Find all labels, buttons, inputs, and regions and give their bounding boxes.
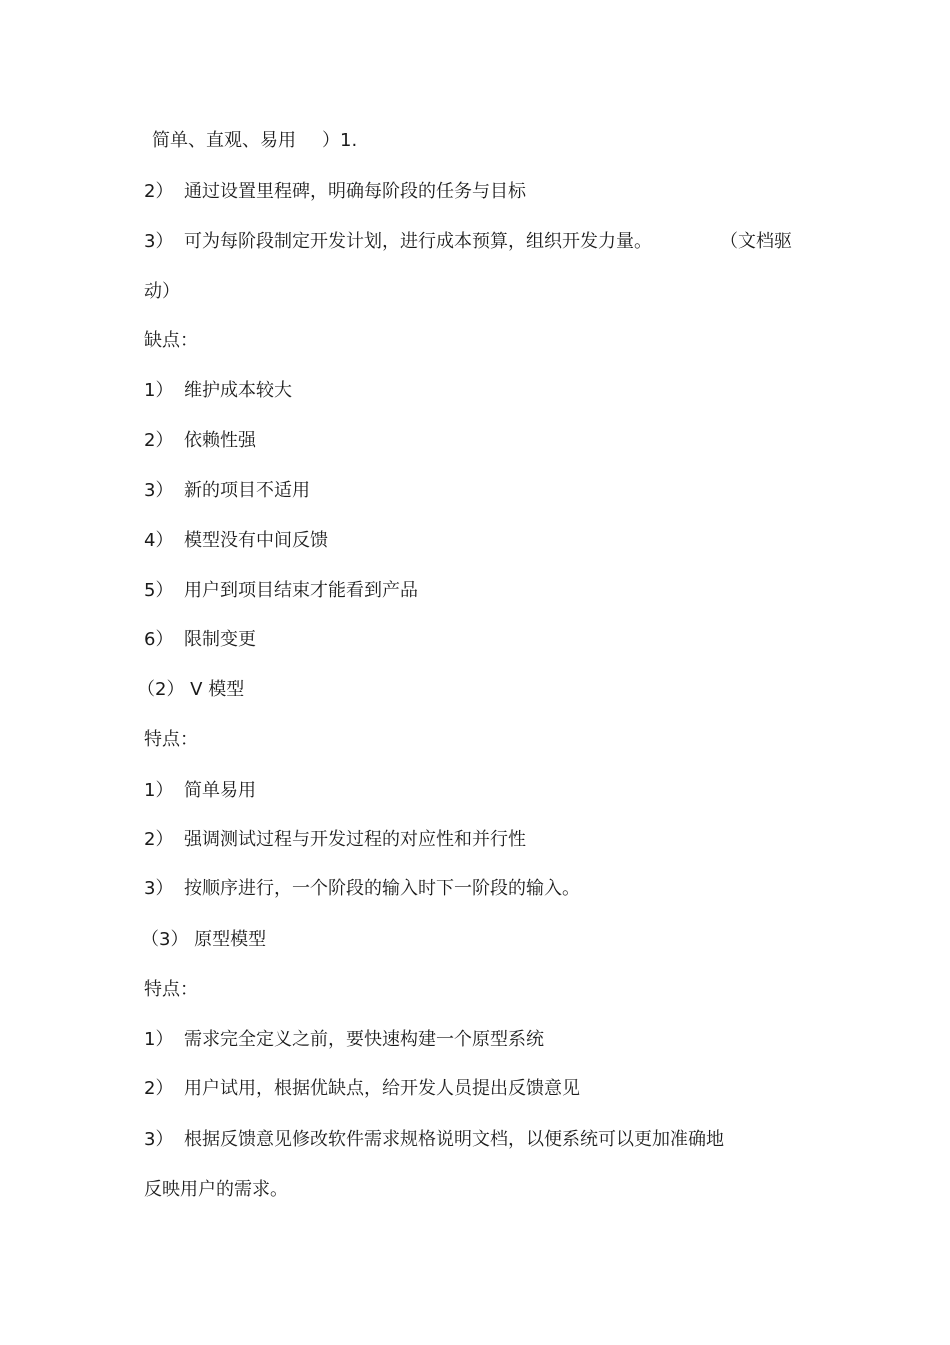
list-number: 2） xyxy=(144,829,174,850)
text-segment: （文档驱 xyxy=(720,231,792,252)
section-heading: （2） V 模型 xyxy=(137,679,245,700)
list-text: 依赖性强 xyxy=(184,430,256,451)
list-item xyxy=(144,1076,580,1102)
list-number: 1） xyxy=(144,780,174,801)
list-number: 1） xyxy=(144,1029,174,1050)
list-text: 需求完全定义之前，要快速构建一个原型系统 xyxy=(184,1029,544,1050)
list-text: 新的项目不适用 xyxy=(184,480,310,501)
text-line xyxy=(152,128,357,154)
text-line: 动） xyxy=(144,281,180,302)
list-number: 2） xyxy=(144,1078,174,1099)
list-number: 6） xyxy=(144,629,174,650)
list-item xyxy=(144,229,652,255)
list-text: 用户到项目结束才能看到产品 xyxy=(184,580,418,601)
list-number: 3） xyxy=(144,1129,174,1150)
section-heading: 缺点： xyxy=(144,330,198,351)
list-text: 可为每阶段制定开发计划，进行成本预算，组织开发力量。 xyxy=(184,231,652,252)
list-item xyxy=(144,778,256,804)
list-number: 3） xyxy=(144,878,174,899)
list-item xyxy=(144,1027,544,1053)
list-item xyxy=(144,528,328,554)
list-item xyxy=(144,1127,724,1153)
list-item xyxy=(144,876,580,902)
list-text: 强调测试过程与开发过程的对应性和并行性 xyxy=(184,829,526,850)
section-heading: 特点： xyxy=(144,729,198,750)
list-text: 通过设置里程碑，明确每阶段的任务与目标 xyxy=(184,181,526,202)
list-text: 维护成本较大 xyxy=(184,380,292,401)
section-heading: （3） 原型模型 xyxy=(141,929,267,950)
list-text: 模型没有中间反馈 xyxy=(184,530,328,551)
list-text: 限制变更 xyxy=(184,629,256,650)
list-text: 简单易用 xyxy=(184,780,256,801)
list-item xyxy=(144,827,526,853)
list-item xyxy=(144,627,256,653)
list-number: 3） xyxy=(144,231,174,252)
text-segment: ）1. xyxy=(322,130,358,151)
list-number: 3） xyxy=(144,480,174,501)
text-segment: 简单、直观、易用 xyxy=(152,130,296,151)
section-heading: 特点： xyxy=(144,979,198,1000)
list-text: 用户试用，根据优缺点，给开发人员提出反馈意见 xyxy=(184,1078,580,1099)
list-text: 按顺序进行，一个阶段的输入时下一阶段的输入。 xyxy=(184,878,580,899)
list-number: 2） xyxy=(144,181,174,202)
list-number: 1） xyxy=(144,380,174,401)
list-item xyxy=(144,578,418,604)
list-number: 2） xyxy=(144,430,174,451)
list-number: 4） xyxy=(144,530,174,551)
list-item xyxy=(144,478,310,504)
text-line: 反映用户的需求。 xyxy=(144,1179,288,1200)
list-item xyxy=(144,378,292,404)
list-number: 5） xyxy=(144,580,174,601)
list-text: 根据反馈意见修改软件需求规格说明文档，以便系统可以更加准确地 xyxy=(184,1129,724,1150)
list-item xyxy=(144,428,256,454)
list-item xyxy=(144,179,526,205)
